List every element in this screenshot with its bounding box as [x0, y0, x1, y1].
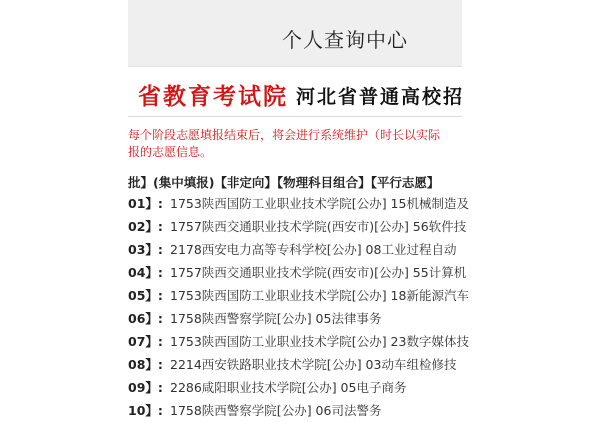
choice-number: 10】:	[128, 403, 163, 418]
site-subtitle: 河北省普通高校招	[296, 86, 465, 108]
notice-line-2: 报的志愿信息。	[128, 145, 213, 159]
choice-detail: 1753陕西国防工业职业技术学院[公办] 18新能源汽车	[170, 288, 469, 303]
choice-number: 06】:	[128, 311, 163, 326]
page-title: 个人查询中心	[282, 28, 408, 52]
choice-number: 09】:	[128, 380, 163, 395]
choice-row	[128, 261, 467, 284]
choice-row	[128, 376, 462, 399]
site-header	[128, 78, 465, 110]
choice-row	[128, 192, 469, 215]
divider	[128, 116, 462, 117]
choice-list	[128, 192, 469, 422]
choice-detail: 1758陕西警察学院[公办] 06司法警务	[170, 403, 382, 418]
choice-row	[128, 353, 462, 376]
choice-detail: 2214西安铁路职业技术学院[公办] 03动车组检修技	[170, 357, 457, 372]
choice-detail: 1757陕西交通职业技术学院(西安市)[公办] 55计算机	[170, 265, 467, 280]
choice-detail: 1753陕西国防工业职业技术学院[公办] 23数字媒体技	[170, 334, 469, 349]
choice-row	[128, 307, 462, 330]
choice-row	[128, 399, 462, 422]
choice-number: 04】:	[128, 265, 163, 280]
choice-row	[128, 330, 469, 353]
choice-number: 08】:	[128, 357, 163, 372]
choice-number: 01】:	[128, 196, 163, 211]
choice-detail: 1757陕西交通职业技术学院(西安市)[公办] 56软件技	[170, 219, 467, 234]
choice-number: 05】:	[128, 288, 163, 303]
org-name: 省教育考试院	[138, 84, 288, 110]
choice-row	[128, 284, 469, 307]
choice-number: 07】:	[128, 334, 163, 349]
choice-detail: 1753陕西国防工业职业技术学院[公办] 15机械制造及	[170, 196, 469, 211]
choice-number: 02】:	[128, 219, 163, 234]
maintenance-notice	[128, 127, 462, 161]
choice-row	[128, 215, 467, 238]
choice-detail: 1758陕西警察学院[公办] 05法律事务	[170, 311, 382, 326]
batch-description: 批】(集中填报)【非定向】【物理科目组合】【平行志愿】	[128, 175, 440, 190]
choice-detail: 2178西安电力高等专科学校[公办] 08工业过程自动	[170, 242, 457, 257]
mobile-page	[128, 0, 469, 418]
app-top-bar	[128, 0, 462, 67]
notice-line-1: 每个阶段志愿填报结束后，将会进行系统维护（时长以实际	[128, 128, 441, 142]
choice-number: 03】:	[128, 242, 163, 257]
choice-row	[128, 238, 462, 261]
choice-detail: 2286咸阳职业技术学院[公办] 05电子商务	[170, 380, 407, 395]
